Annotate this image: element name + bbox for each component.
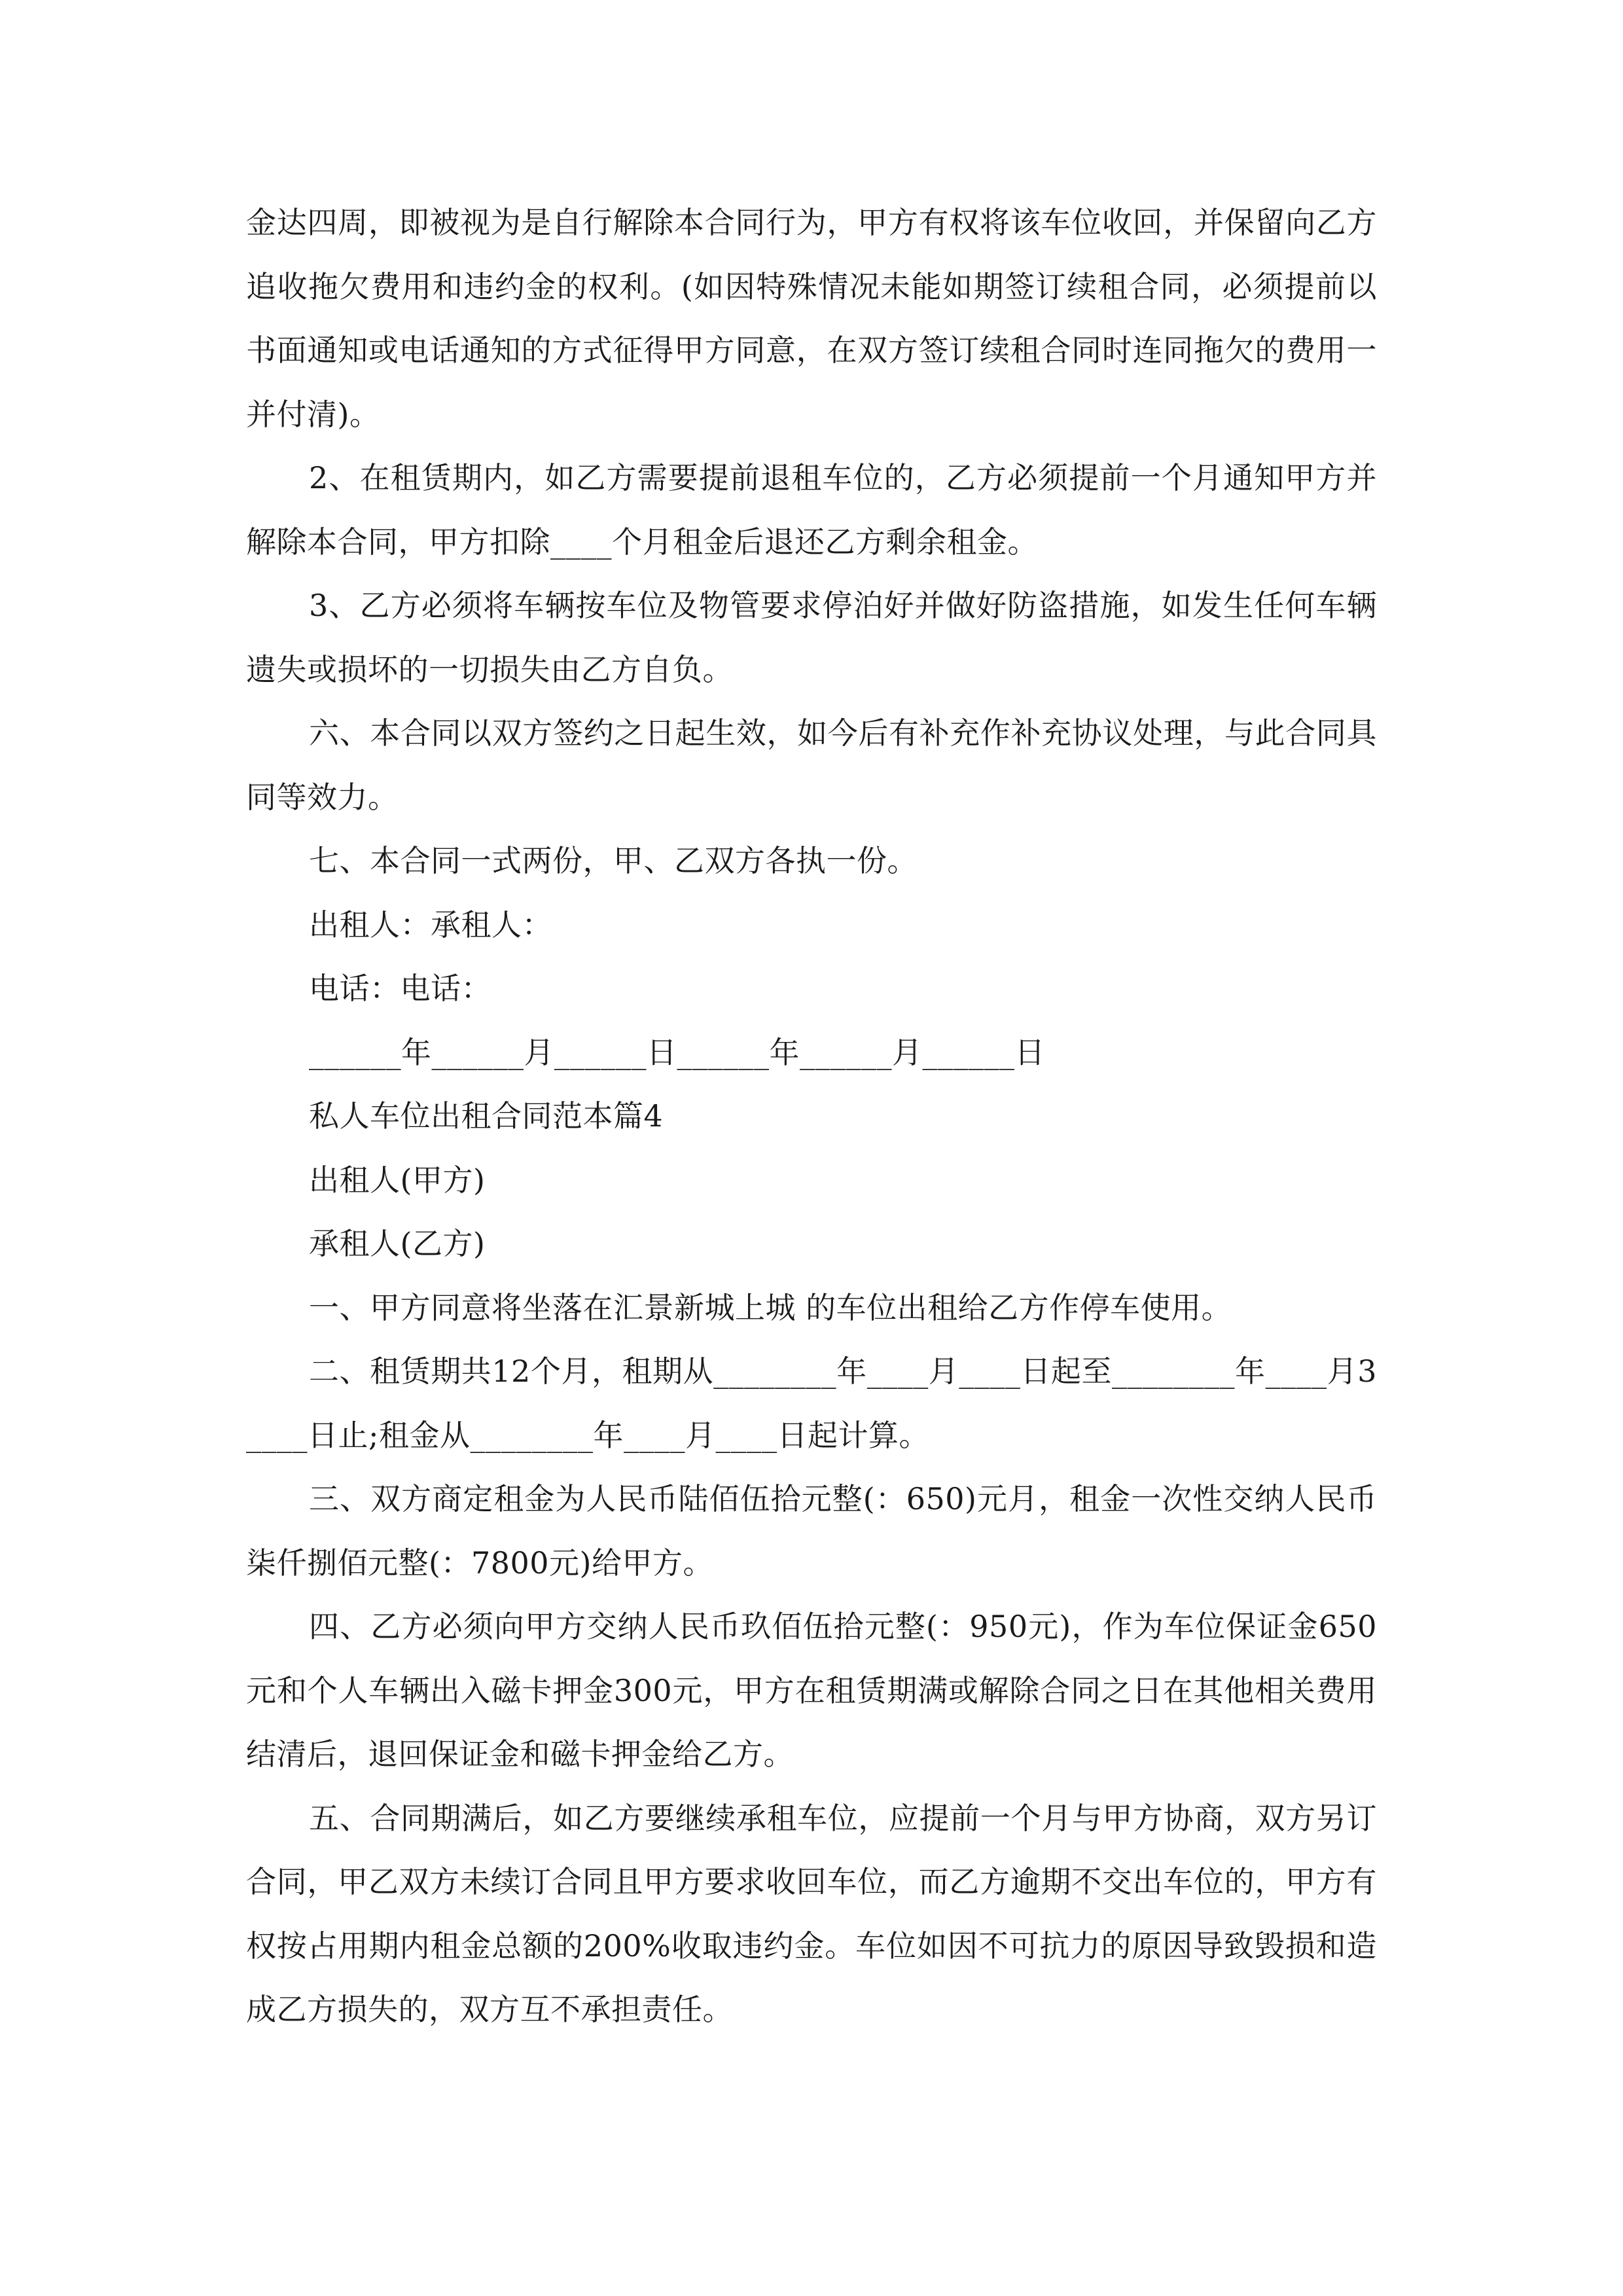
paragraph-article-5: 五、合同期满后，如乙方要继续承租车位，应提前一个月与甲方协商，双方另订合同，甲乙双方未续订合同且甲方要求收回车位，而乙方逾期不交出车位的，甲方有权按占用期内租金总额的200%收取违约金。车位如因不可抗力的原因导致毁损和造成乙方损失的，双方互不承担责任。 — [246, 1800, 1377, 2027]
signature-phone-line: 电话：电话： — [309, 971, 491, 1006]
paragraph-continuation: 金达四周，即被视为是自行解除本合同行为，甲方有权将该车位收回，并保留向乙方追收拖欠费用和违约金的权利。(如因特殊情况未能如期签订续租合同，必须提前以书面通知或电话通知的方式征得甲方同意，在双方签订续租合同时连同拖欠的费用一并付清)。 — [246, 205, 1377, 432]
paragraph-article-1: 一、甲方同意将坐落在汇景新城上城 的车位出租给乙方作停车使用。 — [309, 1289, 1232, 1325]
lessor-line: 出租人(甲方) — [309, 1162, 486, 1198]
paragraph-clause-2: 2、在租赁期内，如乙方需要提前退租车位的，乙方必须提前一个月通知甲方并解除本合同，甲方扣除____个月租金后退还乙方剩余租金。 — [246, 460, 1377, 560]
paragraph-article-2: 二、租赁期共12个月，租期从________年____月____日起至________年____月3____日止;租金从________年____月____日起计算。 — [246, 1354, 1377, 1453]
lessee-line: 承租人(乙方) — [309, 1226, 486, 1261]
paragraph-clause-3: 3、乙方必须将车辆按车位及物管要求停泊好并做好防盗措施，如发生任何车辆遗失或损坏的一切损失由乙方自负。 — [246, 588, 1377, 687]
paragraph-article-6: 六、本合同以双方签约之日起生效，如今后有补充作补充协议处理，与此合同具同等效力。 — [246, 715, 1377, 815]
signature-parties-line: 出租人：承租人： — [309, 906, 552, 942]
paragraph-article-4: 四、乙方必须向甲方交纳人民币玖佰伍拾元整(：950元)，作为车位保证金650元和个人车辆出入磁卡押金300元，甲方在租赁期满或解除合同之日在其他相关费用结清后，退回保证金和磁卡押金给乙方。 — [246, 1609, 1377, 1772]
document-body — [246, 191, 1377, 2042]
paragraph-article-3: 三、双方商定租金为人民币陆佰伍拾元整(：650)元月，租金一次性交纳人民币柒仟捌佰元整(：7800元)给甲方。 — [246, 1481, 1377, 1581]
section-heading: 私人车位出租合同范本篇4 — [309, 1098, 664, 1134]
paragraph-article-7: 七、本合同一式两份，甲、乙双方各执一份。 — [309, 843, 918, 878]
signature-date-line: ______年______月______日______年______月______日 — [309, 1034, 1045, 1070]
